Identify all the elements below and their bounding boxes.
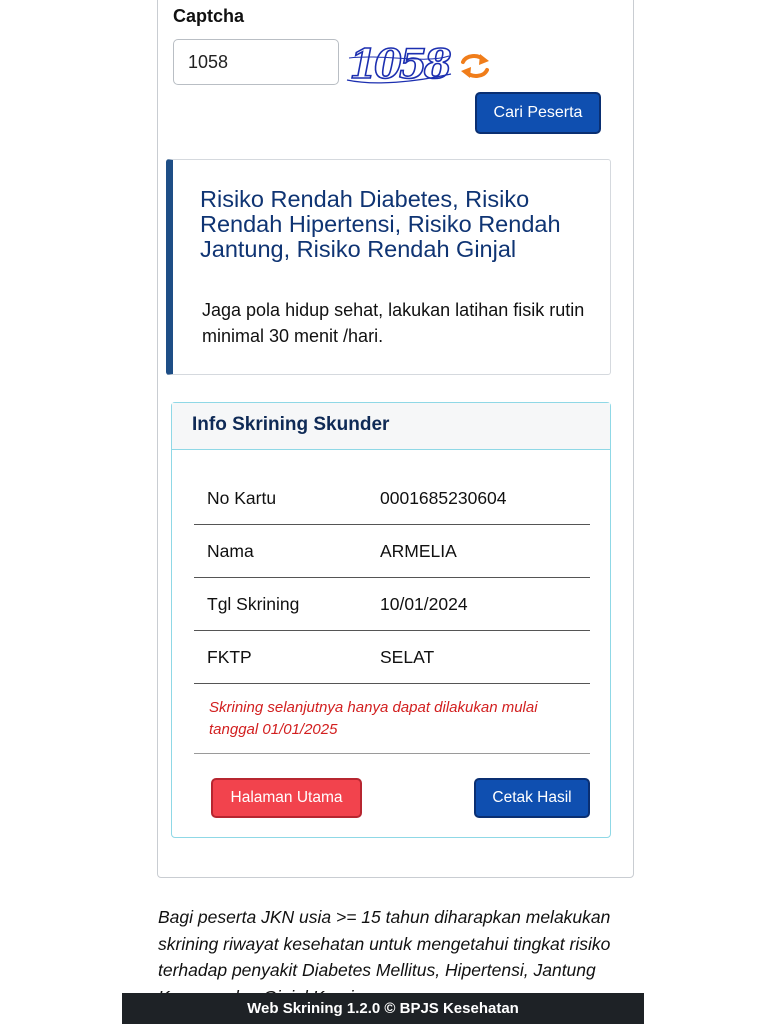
search-participant-button[interactable]: Cari Peserta (475, 92, 601, 134)
screening-info-title: Info Skrining Skunder (192, 414, 390, 435)
card-number-label: No Kartu (207, 488, 277, 508)
row-divider (194, 683, 590, 684)
jkn-screening-footnote: Bagi peserta JKN usia >= 15 tahun diharapkan melakukan skrining riwayat kesehatan untuk mengetahui tingkat risiko terhadap penyakit Diabetes Mellitus, Hipertensi, Jantung (158, 907, 611, 980)
row-divider (194, 577, 590, 578)
print-result-button[interactable]: Cetak Hasil (474, 778, 590, 818)
risk-result-title: Risiko Rendah Diabetes, Risiko Rendah Hipertensi, Risiko Rendah Jantung, Risiko Rendah Ginjal (200, 186, 561, 262)
home-page-button[interactable]: Halaman Utama (211, 778, 362, 818)
name-label: Nama (207, 541, 254, 561)
captcha-image (345, 36, 453, 90)
refresh-captcha-icon[interactable] (458, 50, 492, 82)
screening-info-panel (171, 402, 611, 838)
name-value: ARMELIA (380, 541, 457, 561)
next-screening-note: Skrining selanjutnya hanya dapat dilakukan mulai tanggal 01/01/2025 (209, 699, 538, 738)
screening-date-value: 10/01/2024 (380, 594, 468, 614)
footer-bar: Web Skrining 1.2.0 © BPJS Kesehatan (122, 993, 644, 1024)
note-divider (194, 753, 590, 754)
row-divider (194, 630, 590, 631)
card-number-value: 0001685230604 (380, 488, 507, 508)
fktp-value: SELAT (380, 647, 435, 667)
screening-date-label: Tgl Skrining (207, 594, 300, 614)
captcha-image-text: 1058 (349, 41, 449, 88)
captcha-label: Captcha (173, 6, 245, 26)
fktp-label: FKTP (207, 647, 252, 667)
risk-result-message: Jaga pola hidup sehat, lakukan latihan fisik rutin minimal 30 menit /hari. (202, 300, 585, 346)
captcha-input[interactable] (173, 39, 339, 85)
row-divider (194, 524, 590, 525)
